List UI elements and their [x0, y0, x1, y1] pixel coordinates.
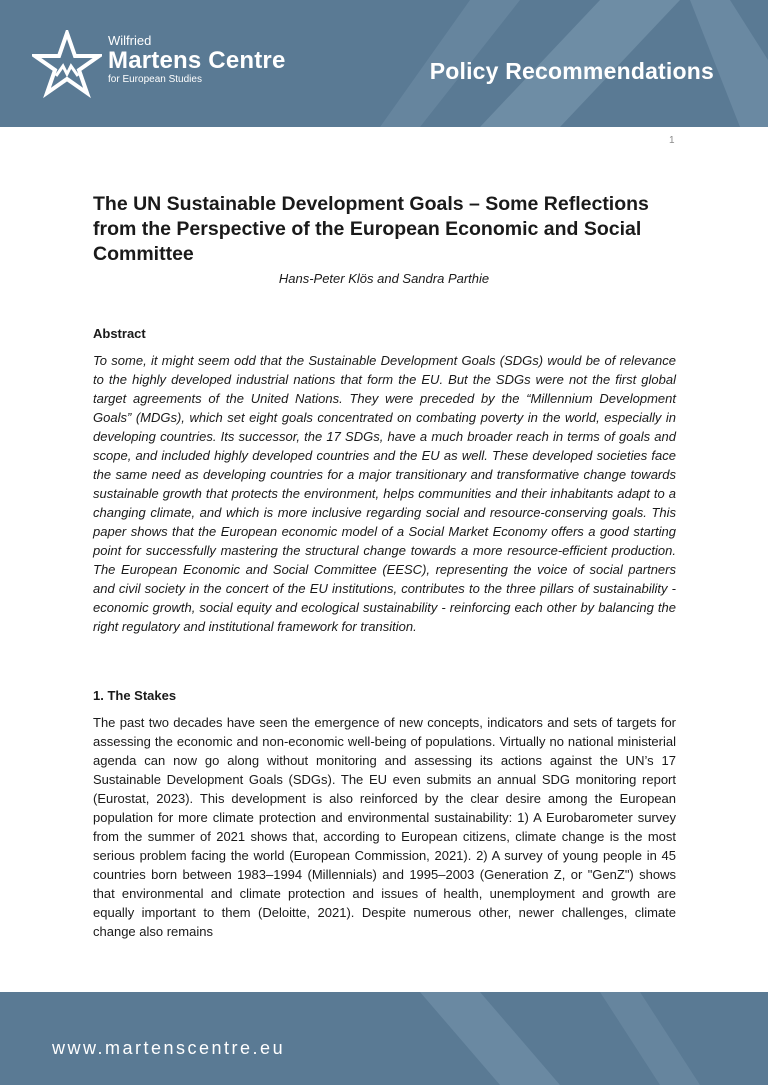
page-footer	[0, 992, 768, 1085]
section-text-stakes: The past two decades have seen the emergence of new concepts, indicators and sets of targets for assessing the economic and non-economic well-being of populations. Virtually no national ministerial agenda can now go along without monitoring and assessing its actions against the UN’s 17 Sustainable Development Goals (SDGs). The EU even submits an annual SDG monitoring report (Eurostat, 2023). This development is also reinforced by the clear desire among the European population for more climate protection and environmental sustainability: 1) A Eurobarometer survey from the summer of 2021 shows that, according to European citizens, climate change is the most serious problem facing the world (European Commission, 2021). 2) A survey of young people in 45 countries born between 1983–1994 (Millennials) and 1995–2003 (Generation Z, or "GenZ") shows that environmental and climate protection and issues of health, unemployment and growth are equally important to them (Deloitte, 2021). Despite numerous other, newer challenges, climate change also remains	[93, 715, 676, 939]
header-title: Policy Recommendations	[429, 58, 714, 84]
star-logo-icon	[32, 30, 102, 100]
abstract-heading: Abstract	[93, 326, 146, 341]
section-heading-stakes: 1. The Stakes	[93, 688, 177, 703]
footer-website-link[interactable]: www.martenscentre.eu	[52, 1038, 286, 1058]
document-authors: Hans-Peter Klös and Sandra Parthie	[278, 271, 490, 286]
brand-logo-text	[108, 34, 286, 86]
page-header	[0, 0, 768, 127]
abstract-text: To some, it might seem odd that the Sustainable Development Goals (SDGs) would be of relevance to the highly developed industrial nations that form the EU. But the SDGs were not the first global target agreements of the United Nations. They were preceded by the “Millennium Development Goals” (MDGs), which set eight goals concentrated on combating poverty in the world, especially in developing countries. Its successor, the 17 SDGs, have a much broader reach in terms of goals and scope, and included highly developed countries and the EU as well. These developed societies face the same need as developing countries for a major transitionary and transformative change towards sustainable growth that protects the environment, helps communities and their inhabitants adapt to a changing climate, and which is more inclusive regarding social and resource-conserving goals. This paper shows that the European economic model of a Social Market Economy offers a good starting point for successfully mastering the structural change towards a more resource-efficient production. The European Economic and Social Committee (EESC), representing the voice of social partners and civil society in the concert of the EU institutions, contributes to the three pillars of sustainability - economic growth, social equity and ecological sustainability - reinforcing each other by balancing the right regulatory and institutional framework for transition.	[93, 353, 676, 634]
document-title: The UN Sustainable Development Goals – Some Reflections from the Perspective of the European Economic and Social Committee	[93, 193, 649, 265]
brand-sub: for European Studies	[108, 74, 202, 85]
brand-small: Wilfried	[108, 33, 152, 48]
brand-name: Martens Centre	[108, 47, 286, 74]
page-number: 1	[669, 135, 675, 146]
